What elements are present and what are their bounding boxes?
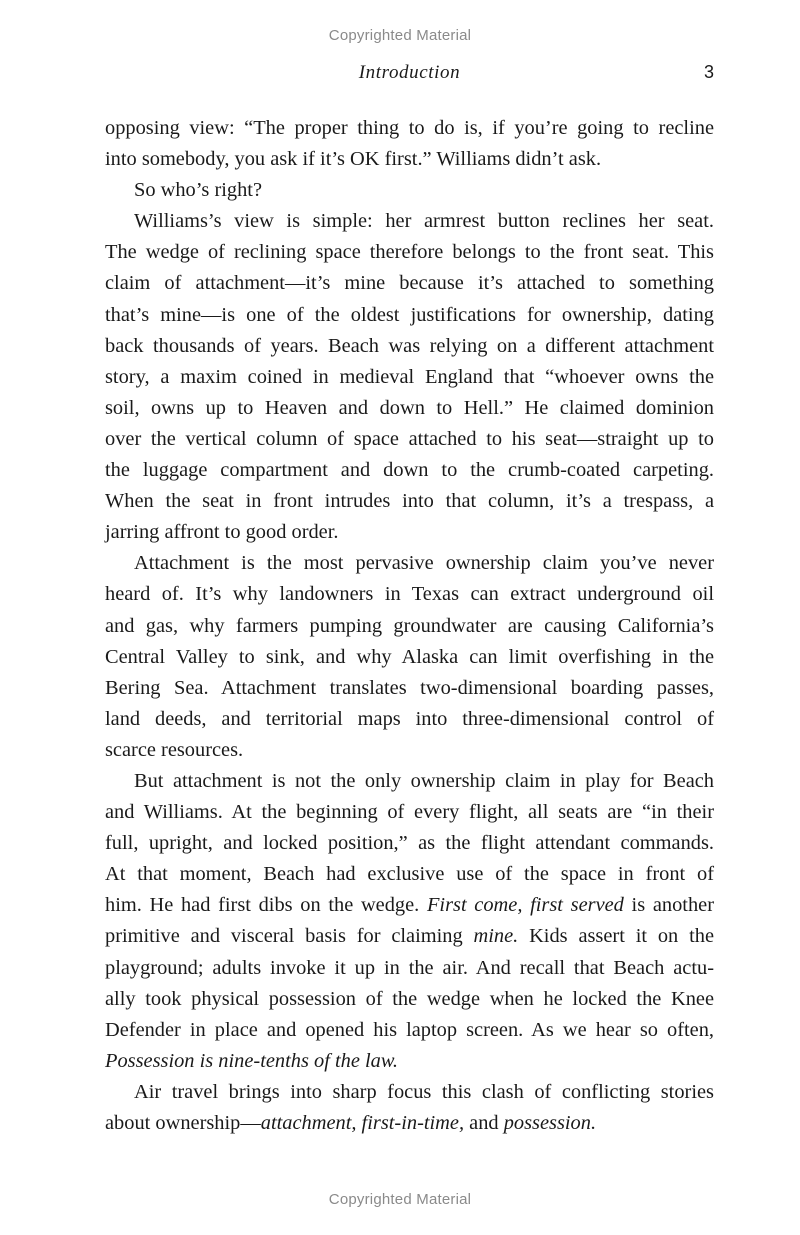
italic-text: First come, first served — [426, 894, 624, 917]
text-line — [105, 984, 714, 1015]
text-segment: and — [464, 1112, 504, 1134]
text-segment: Defender in place and opened his laptop screen. As we hear so often, — [105, 1018, 714, 1041]
text-segment: playground; adults invoke it up in the air. And recall that Beach actu- — [105, 956, 714, 979]
text-line — [105, 331, 714, 362]
text-segment: soil, owns up to Heaven and down to Hell.” He claimed dominion — [105, 396, 714, 419]
text-line — [105, 579, 714, 610]
text-segment: Bering Sea. Attachment translates two-dimensional boarding passes, — [105, 676, 714, 699]
text-line — [105, 517, 714, 548]
text-segment: the luggage compartment and down to the crumb-coated carpeting. — [105, 459, 714, 482]
text-segment: primitive and visceral basis for claiming — [105, 925, 474, 948]
text-segment: full, upright, and locked position,” as the flight attendant commands. — [105, 832, 714, 855]
text-segment: story, a maxim coined in medieval England that “whoever owns the — [105, 365, 714, 388]
text-segment: When the seat in front intrudes into that column, it’s a trespass, a — [105, 490, 714, 513]
text-segment: over the vertical column of space attached to his seat—straight up to — [105, 427, 714, 450]
text-line — [105, 735, 714, 766]
text-segment: Attachment is the most pervasive ownership claim you’ve never — [134, 552, 714, 575]
italic-text: attachment, first-in-time, — [260, 1112, 465, 1134]
italic-text: possession. — [503, 1112, 597, 1134]
text-segment: opposing view: “The proper thing to do is, if you’re going to recline — [105, 117, 714, 139]
text-segment: jarring affront to good order. — [105, 521, 339, 544]
text-line — [105, 859, 714, 890]
text-line — [105, 673, 714, 704]
text-segment: ally took physical possession of the wedge when he locked the Knee — [105, 987, 714, 1010]
text-line — [105, 611, 714, 642]
text-segment: him. He had first dibs on the wedge. — [105, 894, 427, 917]
text-segment: Air travel brings into sharp focus this clash of conflicting stories — [134, 1080, 714, 1103]
text-segment: land deeds, and territorial maps into three-dimensional control of — [105, 707, 714, 730]
text-segment: But attachment is not the only ownership claim in play for Beach — [134, 769, 714, 792]
copyright-watermark-top: Copyrighted Material — [328, 27, 472, 44]
text-line — [105, 300, 714, 331]
text-line — [105, 766, 714, 797]
text-segment: Kids assert it on the — [518, 925, 714, 948]
text-line — [105, 486, 714, 517]
text-line — [105, 1108, 714, 1139]
text-segment: claim of attachment—it’s mine because it’s attached to something — [105, 272, 714, 295]
text-line — [105, 828, 714, 859]
copyright-watermark-bottom: Copyrighted Material — [328, 1191, 472, 1208]
text-line — [105, 1077, 714, 1108]
text-line — [105, 1015, 714, 1046]
text-line — [105, 175, 714, 206]
text-line — [105, 393, 714, 424]
italic-text: Possession is nine-tenths of the law. — [105, 1049, 399, 1072]
text-segment: At that moment, Beach had exclusive use of the space in front of — [105, 863, 714, 886]
text-line — [105, 113, 714, 144]
text-line — [105, 424, 714, 455]
text-segment: The wedge of reclining space therefore belongs to the front seat. This — [105, 241, 714, 264]
text-line — [105, 548, 714, 579]
text-segment: So who’s right? — [134, 179, 263, 202]
text-line — [105, 362, 714, 393]
text-line — [105, 797, 714, 828]
text-line — [105, 1046, 714, 1077]
running-header — [105, 62, 714, 86]
text-segment: back thousands of years. Beach was relying on a different attachment — [105, 334, 714, 357]
text-line — [105, 206, 714, 237]
text-segment: heard of. It’s why landowners in Texas can extract underground oil — [105, 583, 714, 606]
body-text — [105, 113, 714, 1139]
text-line — [105, 268, 714, 299]
page-number: 3 — [703, 62, 714, 82]
text-segment: and gas, why farmers pumping groundwater are causing California’s — [105, 614, 714, 637]
text-line — [105, 953, 714, 984]
text-segment: into somebody, you ask if it’s OK first.” Williams didn’t ask. — [105, 148, 602, 171]
text-line — [105, 921, 714, 952]
text-segment: about ownership— — [105, 1112, 261, 1134]
text-segment: is another — [623, 894, 714, 917]
text-line — [105, 890, 714, 921]
text-segment: and Williams. At the beginning of every flight, all seats are “in their — [105, 801, 714, 824]
text-segment: Williams’s view is simple: her armrest button reclines her seat. — [134, 210, 714, 233]
italic-text: mine. — [473, 925, 519, 948]
text-segment: Central Valley to sink, and why Alaska can limit overfishing in the — [105, 645, 714, 668]
text-segment: scarce resources. — [105, 738, 244, 761]
text-line — [105, 704, 714, 735]
chapter-title: Introduction — [358, 62, 461, 83]
text-segment: that’s mine—is one of the oldest justifications for ownership, dating — [105, 303, 714, 326]
text-line — [105, 642, 714, 673]
text-line — [105, 455, 714, 486]
text-line — [105, 144, 714, 175]
text-line — [105, 237, 714, 268]
